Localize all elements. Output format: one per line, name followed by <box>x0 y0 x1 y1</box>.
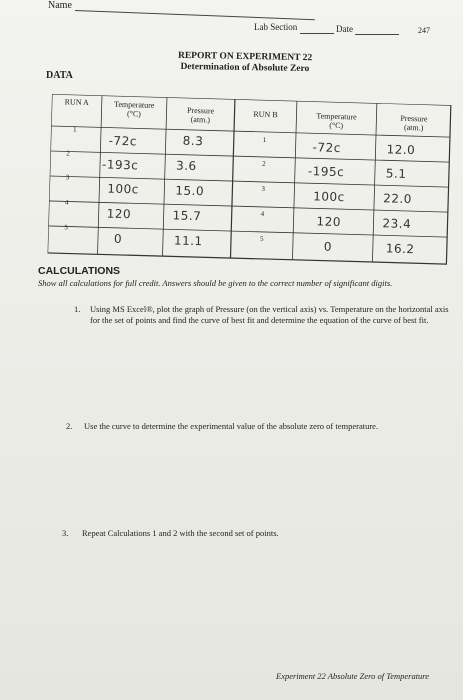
title-line-1: REPORT ON EXPERIMENT 22 <box>177 50 313 64</box>
run-b-pressure-value: 23.4 <box>382 216 412 232</box>
run-a-temp-value: -193c <box>101 157 139 173</box>
run-b-pressure-header <box>376 113 451 133</box>
run-a-pressure-value: 8.3 <box>182 133 204 149</box>
run-b-row-number: 5 <box>259 234 264 243</box>
run-a-pressure-value: 15.0 <box>175 183 205 199</box>
pressure-header-unit: (atm.) <box>190 114 211 125</box>
run-a-pressure-value: 11.1 <box>173 233 203 249</box>
data-heading: DATA <box>46 70 73 81</box>
date-line <box>355 34 399 35</box>
run-b-pressure-value: 5.1 <box>385 166 407 181</box>
temp-header-label: Temperature <box>316 111 357 122</box>
lab-section-line <box>300 33 334 34</box>
title-line-2: Determination of Absolute Zero <box>180 61 310 75</box>
run-b-temp-value: 0 <box>323 239 333 254</box>
report-title <box>150 50 340 75</box>
name-label: Name <box>48 0 72 11</box>
run-b-temp-value: 100c <box>313 189 345 205</box>
run-b-row-number: 2 <box>262 159 266 168</box>
run-a-row-number: 5 <box>64 223 68 232</box>
run-a-temp-header <box>101 99 166 119</box>
run-a-pressure-header <box>166 105 234 125</box>
run-a-row-number: 4 <box>64 198 69 207</box>
run-b-row-number: 3 <box>261 184 266 193</box>
temp-header-unit: (°C) <box>126 109 142 119</box>
run-a-row-number: 1 <box>72 125 77 134</box>
calculations-note: Show all calculations for full credit. Answers should be given to the correct number of significant digits. <box>38 278 393 288</box>
pressure-header-label: Pressure <box>400 113 428 124</box>
run-a-row-number: 3 <box>65 173 70 182</box>
run-b-temp-header <box>296 111 376 131</box>
name-line <box>75 10 315 20</box>
item-1-text: Using MS Excel®, plot the graph of Pressure (on the vertical axis) vs. Temperature on the horizontal axis for the set of points and find the curve of best fit and determine the equation of the curve of best fit. <box>90 304 449 325</box>
page-footer: Experiment 22 Absolute Zero of Temperature <box>276 671 430 681</box>
item-2-number: 2. <box>66 421 73 431</box>
page-number: 247 <box>418 26 430 35</box>
run-b-pressure-value: 16.2 <box>385 241 415 257</box>
run-a-pressure-value: 15.7 <box>172 208 202 224</box>
temp-header-label: Temperature <box>113 99 155 110</box>
run-b-temp-value: -195c <box>307 164 345 180</box>
run-a-temp-value: 100c <box>107 181 140 197</box>
run-a-row-number: 2 <box>66 149 70 158</box>
run-a-temp-value: 0 <box>113 231 123 247</box>
pressure-header-unit: (atm.) <box>403 122 424 133</box>
run-b-temp-value: 120 <box>316 214 342 230</box>
pressure-header-label: Pressure <box>186 105 215 116</box>
item-1-number: 1. <box>74 304 81 314</box>
lab-section-label: Lab Section <box>254 22 298 32</box>
run-b-header: RUN B <box>253 109 278 120</box>
run-a-pressure-value: 3.6 <box>175 158 197 174</box>
data-table <box>48 94 452 265</box>
item-3-text: Repeat Calculations 1 and 2 with the second set of points. <box>82 528 279 538</box>
calculations-heading: CALCULATIONS <box>38 265 121 277</box>
item-3-number: 3. <box>62 528 69 538</box>
run-b-row-number: 4 <box>260 209 265 218</box>
date-label: Date <box>336 24 353 34</box>
run-b-pressure-value: 22.0 <box>383 191 413 207</box>
run-a-temp-value: -72c <box>108 133 138 149</box>
run-b-temp-value: -72c <box>312 140 342 156</box>
run-b-pressure-value: 12.0 <box>386 142 416 158</box>
run-a-temp-value: 120 <box>106 206 132 222</box>
run-a-header: RUN A <box>64 97 90 108</box>
run-b-row-number: 1 <box>262 135 267 144</box>
item-2-text: Use the curve to determine the experimental value of the absolute zero of temperature. <box>84 421 379 431</box>
temp-header-unit: (°C) <box>329 120 344 131</box>
